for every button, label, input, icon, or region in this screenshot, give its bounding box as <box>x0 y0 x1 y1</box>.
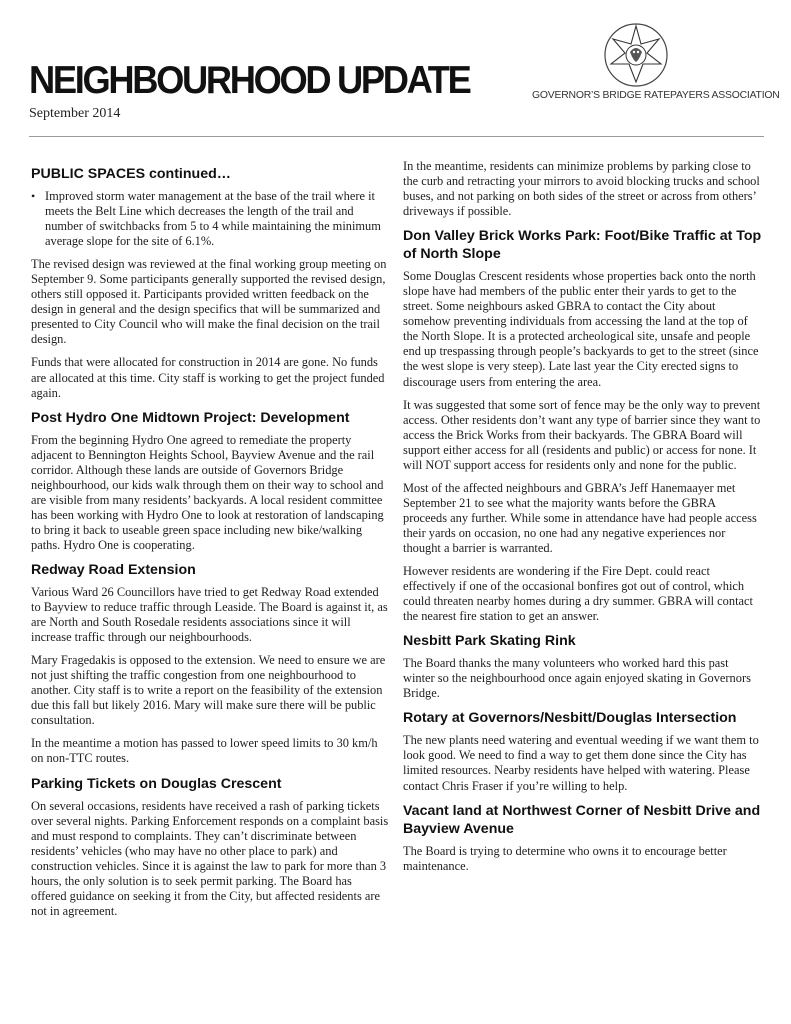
newsletter-title: NEIGHBOURHOOD UPDATE <box>29 59 470 102</box>
hydro-heading: Post Hydro One Midtown Project: Development <box>31 409 350 426</box>
storm-water-bullet: • Improved storm water management at the base of the trail where it meets the Belt Line which decreases the length of the trail and number of switchbacks from 5 to 4 while maintaining the minimum average slope for the site of 6.1%. <box>31 189 390 249</box>
vacant-land-paragraph: The Board is trying to determine who owns it to encourage better maintenance. <box>403 843 727 873</box>
association-name: GOVERNOR’S BRIDGE RATEPAYERS ASSOCIATION <box>532 90 780 101</box>
redway-paragraph-2: Mary Fragedakis is opposed to the extension. We need to ensure we are not just shifting the traffic congestion from one neighbourhood to another. City staff is to write a report on the feasibility of the extension due this fall but likely 2016. Mary will make sure there will be public consultation. <box>31 653 386 728</box>
don-valley-paragraph-4: However residents are wondering if the Fire Dept. could react effectively if one of the occasional bonfires got out of control, which could threaten nearby homes during a dry summer. GBRA will contact the nearest fire station to get an answer. <box>403 564 753 624</box>
issue-date: September 2014 <box>29 106 121 121</box>
don-valley-paragraph-1: Some Douglas Crescent residents whose properties back onto the north slope have had members of the public enter their yards to get to the street. Some neighbours asked GBRA to contact the City about somehow preventing individuals from accessing the land at the top of the North Slope. It is a protected archeological site, unsafe and people end up trespassing through people’s backyards to get to the street (since the west slope is very steep). Late last year the City erected signs to discourage users from entering the area. <box>403 269 759 389</box>
redway-paragraph-1: Various Ward 26 Councillors have tried to get Redway Road extended to Bayview to reduce traffic through Leaside. The Board is against it, as are North and South Rosedale residents associations since it will increase traffic through our neighbourhoods. <box>31 584 388 645</box>
nesbitt-heading: Nesbitt Park Skating Rink <box>403 633 576 650</box>
redway-heading: Redway Road Extension <box>31 561 196 578</box>
header-divider <box>29 136 764 137</box>
vacant-land-heading: Vacant land at Northwest Corner of Nesbitt Drive and Bayview Avenue <box>403 802 761 837</box>
funds-paragraph: Funds that were allocated for construction in 2014 are gone. No funds are allocated at this time. City staff is working to get the project funded again. <box>31 355 385 400</box>
rotary-paragraph: The new plants need watering and eventual weeding if we want them to look good. We need to find a way to get them done since the City has limited resources. Nearby residents have helped with watering. Please contact Chris Fraser if you’re willing to help. <box>403 733 759 793</box>
don-valley-heading: Don Valley Brick Works Park: Foot/Bike Traffic at Top of North Slope <box>403 228 762 263</box>
public-spaces-heading: PUBLIC SPACES continued… <box>31 166 231 182</box>
right-column <box>403 159 762 882</box>
parking-continued-paragraph: In the meantime, residents can minimize problems by parking close to the curb and retracting your mirrors to avoid blocking trucks and school buses, and not parking on both sides of the street or across from others’ driveways if possible. <box>403 159 760 219</box>
nesbitt-paragraph: The Board thanks the many volunteers who worked hard this past winter so the neighbourhood once again enjoyed skating in Governors Bridge. <box>403 656 751 701</box>
redway-paragraph-3: In the meantime a motion has passed to lower speed limits to 30 km/h on non-TTC routes. <box>31 736 378 766</box>
revised-design-paragraph: The revised design was reviewed at the final working group meeting on September 9. Some participants generally supported the revised design, others still opposed it. Participants provided written feedback on the design in general and the design specifics that will be summarized and presented to City Council who will make the final decision on the trail design. <box>31 257 387 347</box>
crest-logo-icon <box>603 22 669 88</box>
left-column <box>31 155 390 927</box>
don-valley-paragraph-2: It was suggested that some sort of fence may be the only way to prevent access. Other residents don’t want any type of barrier since they want to access the Brick Works from their backyards. The GBRA Board will support either access for all (residents and public) or access for none. It will NOT support access for residents only and none for the public. <box>403 397 761 472</box>
rotary-heading: Rotary at Governors/Nesbitt/Douglas Intersection <box>403 710 737 727</box>
parking-heading: Parking Tickets on Douglas Crescent <box>31 775 282 792</box>
hydro-paragraph: From the beginning Hydro One agreed to remediate the property adjacent to Bennington Heights School, Bayview Avenue and the rail corridor. Although these lands are outside of Governors Bridge neighbourhood, our kids walk through them on their way to school and are visible from many residents’ backyards. A local resident committee has been working with Hydro One to look at restoration of landscaping to bring it back to useable green space including new bike/walking paths. Hydro One is cooperating. <box>31 432 384 552</box>
don-valley-paragraph-3: Most of the affected neighbours and GBRA’s Jeff Hanemaayer met September 21 to see what the majority wants before the GBRA proceeds any further. While some in attendance have had people access their yards on occasion, no one had any negative experiences nor thought a barrier is warranted. <box>403 480 757 555</box>
parking-paragraph: On several occasions, residents have received a rash of parking tickets over several nights. Parking Enforcement responds on a complaint basis and must respond to complaints. They can’t discriminate between residents’ vehicles (who may have no other place to park) and construction vehicles. Since it is against the law to park for more than 3 hours, the only solution is to seek permit parking. The Board has offered guidance on seeking it from the City, but affected residents are not in agreement. <box>31 798 389 918</box>
